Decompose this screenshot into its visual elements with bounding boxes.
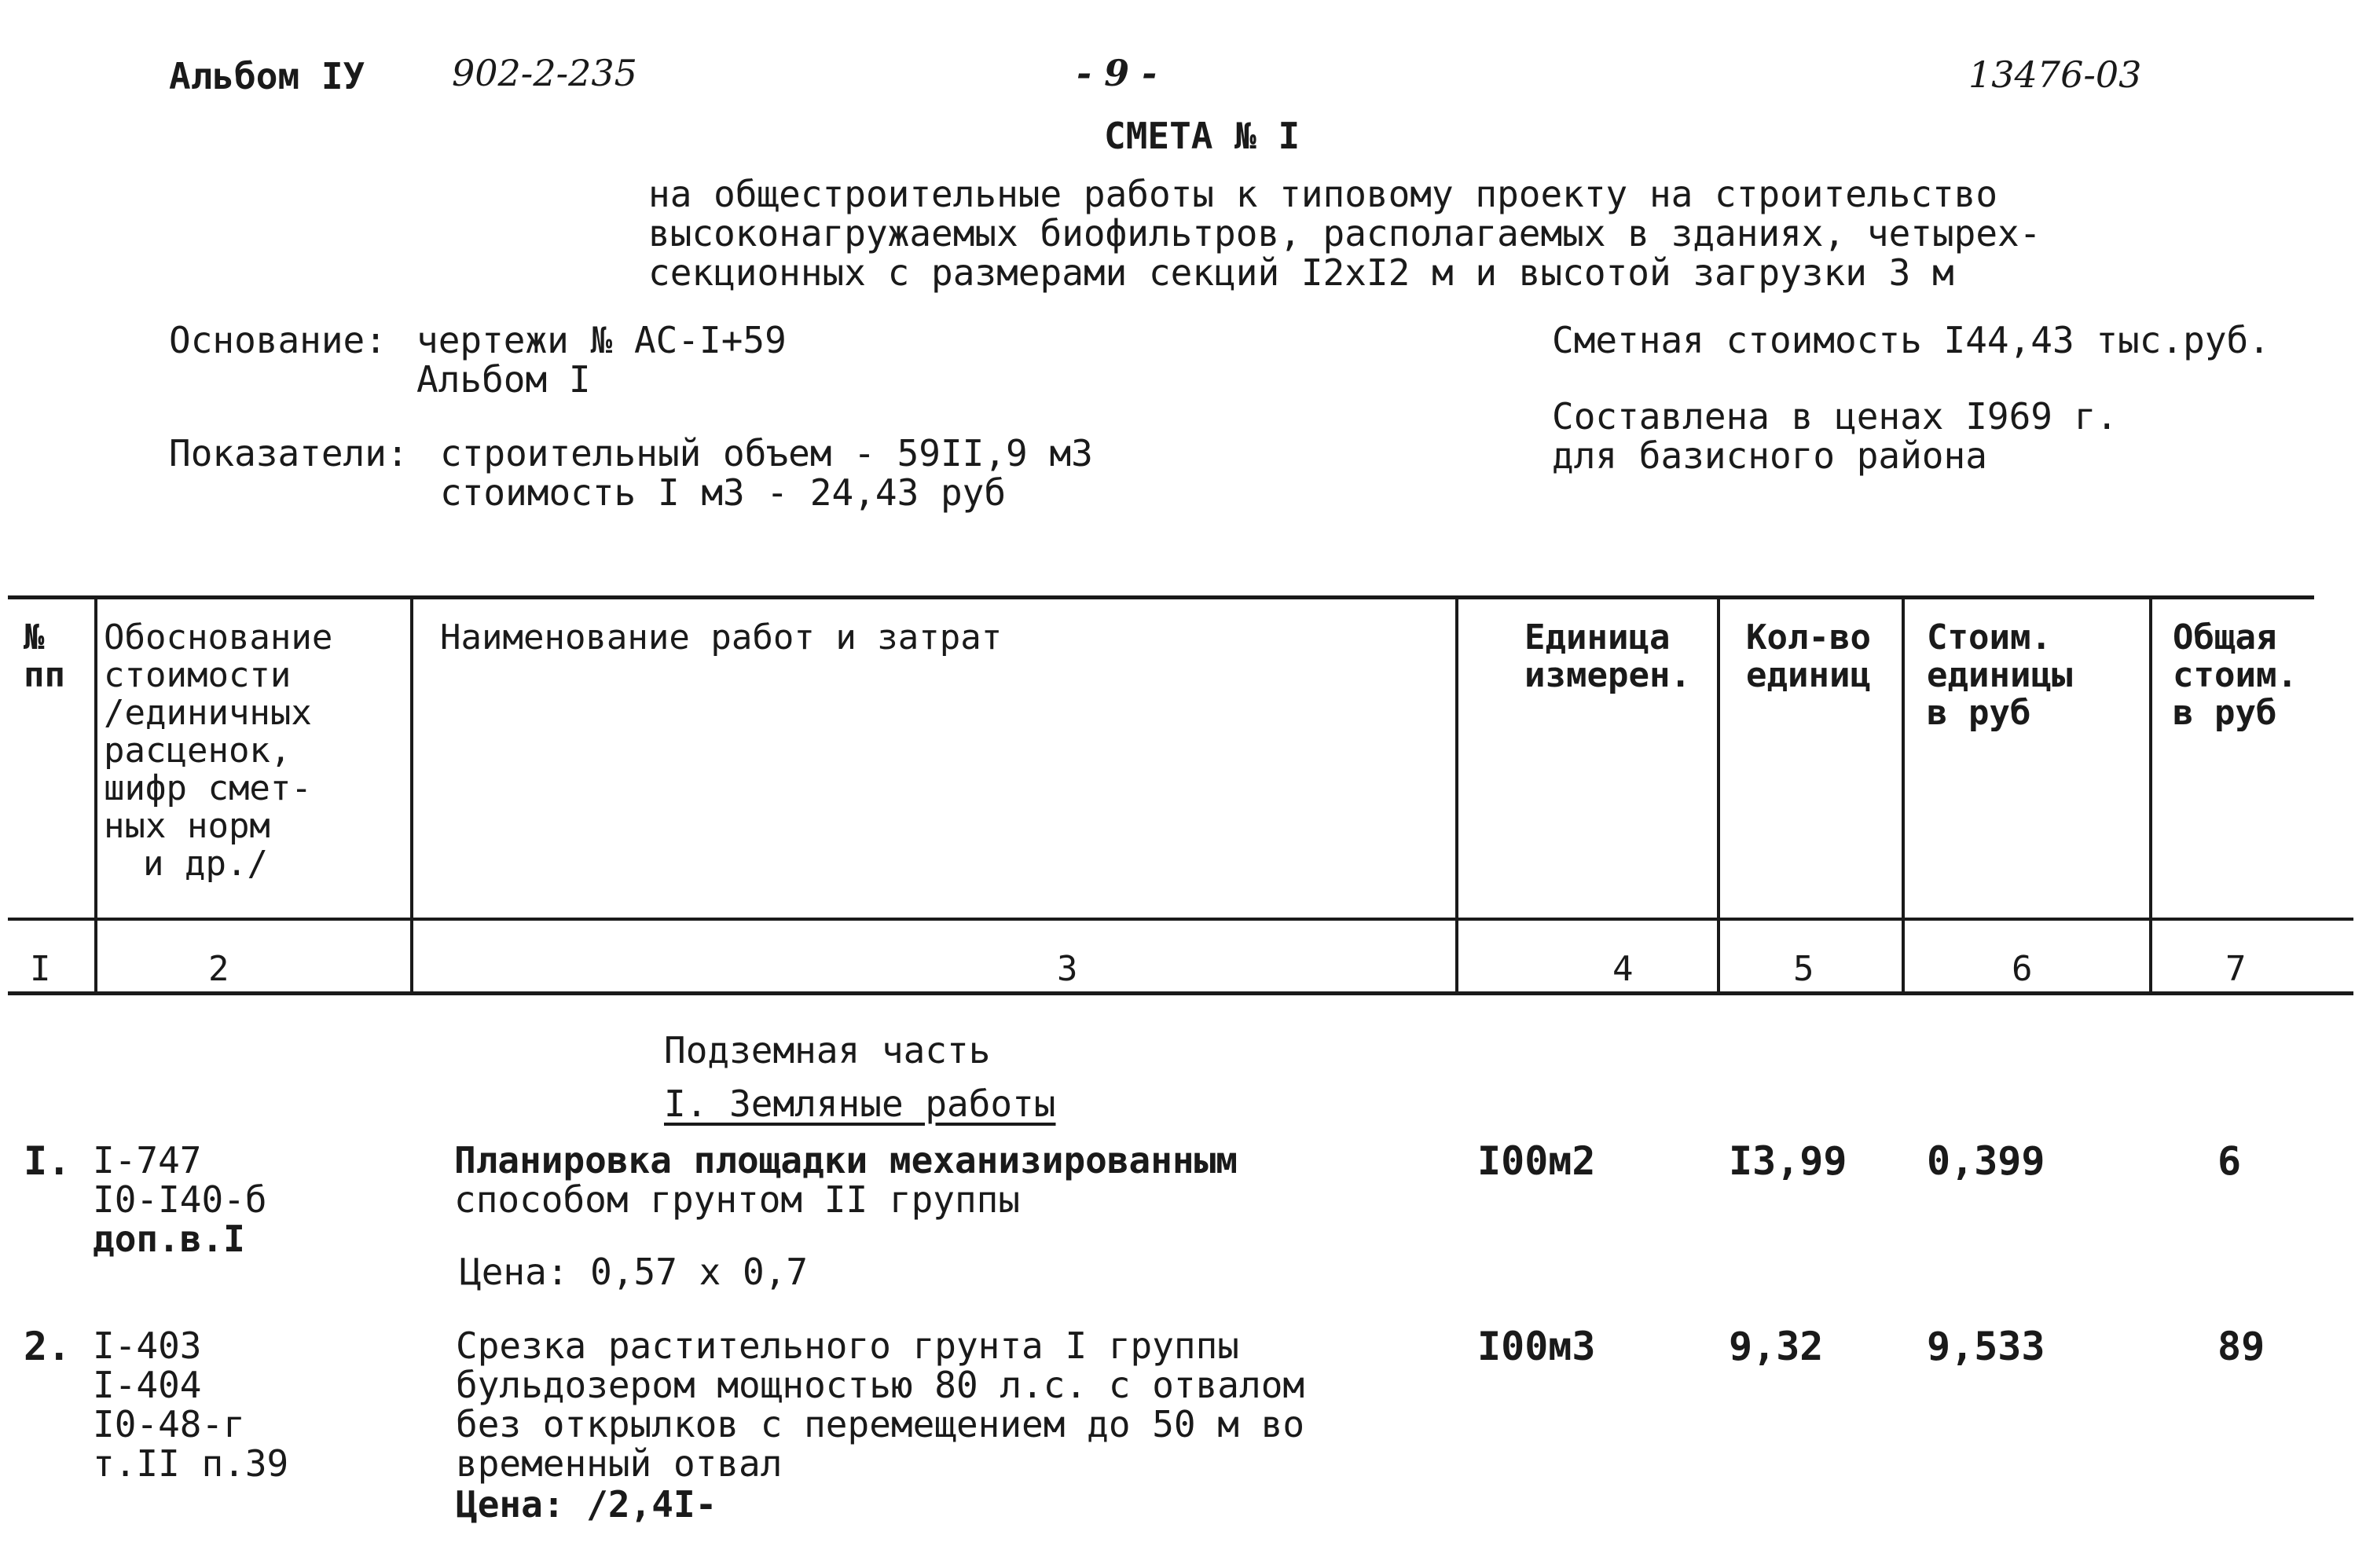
prices-line: для базисного района — [1552, 434, 1987, 477]
row-basis — [93, 1141, 267, 1258]
indicators-value — [440, 434, 1093, 512]
row-unit: I00м2 — [1477, 1138, 1596, 1184]
basis-label: Основание: — [169, 319, 387, 361]
column-numbers-rule — [8, 991, 2353, 995]
header-num-line: № — [24, 617, 45, 658]
row-number: I. — [24, 1138, 72, 1184]
row-unit: I00м3 — [1477, 1324, 1596, 1369]
row-qty: 9,32 — [1729, 1324, 1824, 1369]
row-basis-line: I0-I40-б — [93, 1178, 267, 1221]
header-basis-line: расценок, — [104, 731, 292, 771]
header-qty-line: единиц — [1746, 655, 1871, 695]
table-top-rule — [8, 595, 2314, 599]
row-total: 6 — [2217, 1138, 2242, 1184]
column-divider — [1455, 597, 1458, 994]
basis-line: Альбом I — [416, 358, 591, 401]
header-total-line: в руб — [2173, 693, 2277, 733]
row-name-line: Планировка площадки механизированным — [454, 1139, 1238, 1181]
row-price: Цена: /2,4I- — [456, 1483, 717, 1526]
row-basis-line: доп.в.I — [93, 1218, 245, 1260]
header-basis-line: шифр смет- — [104, 768, 312, 808]
header-basis-line: /единичных — [104, 693, 312, 733]
table-header-rule — [8, 918, 2353, 921]
column-number: 2 — [208, 949, 229, 989]
row-price: Цена: 0,57 х 0,7 — [460, 1251, 809, 1293]
row-number: 2. — [24, 1324, 72, 1369]
header-total-line: Общая — [2173, 617, 2277, 658]
header-basis-line: стоимости — [104, 655, 292, 695]
header-unit-line: измерен. — [1524, 655, 1691, 695]
indicators-label: Показатели: — [169, 432, 409, 474]
header-num-line: пп — [24, 655, 65, 695]
header-unit — [1524, 619, 1691, 694]
header-basis-line: Обоснование — [104, 617, 333, 658]
header-unit-cost-line: Стоим. — [1927, 617, 2052, 658]
row-total: 89 — [2217, 1324, 2265, 1369]
header-unit-cost-line: в руб — [1927, 693, 2031, 733]
row-basis-line: т.II п.39 — [93, 1442, 289, 1485]
basis-line: чертежи № АС-I+59 — [416, 319, 787, 361]
header-unit-line: Единица — [1524, 617, 1671, 658]
estimated-cost: Сметная стоимость I44,43 тыс.руб. — [1552, 319, 2270, 361]
header-unit-cost — [1927, 619, 2072, 732]
header-basis-line: и др./ — [143, 844, 268, 884]
row-name — [454, 1141, 1238, 1219]
column-divider — [2149, 597, 2152, 994]
row-name-line: без открылков с перемещением до 50 м во — [456, 1403, 1305, 1445]
section-part: Подземная часть — [664, 1029, 991, 1072]
header-total — [2173, 619, 2298, 732]
row-name-line: временный отвал — [456, 1442, 783, 1485]
estimate-title — [648, 174, 2041, 292]
album-label: Альбом IУ — [169, 55, 365, 97]
row-name-line: способом грунтом II группы — [454, 1178, 1021, 1221]
column-number: 5 — [1793, 949, 1814, 989]
header-total-line: стоим. — [2173, 655, 2298, 695]
subsection-title: I. Земляные работы — [664, 1083, 1056, 1125]
project-code: 902-2-235 — [452, 52, 637, 94]
prices-line: Составлена в ценах I969 г. — [1552, 395, 2118, 438]
row-basis-line: I-403 — [93, 1324, 202, 1367]
estimate-heading: СМЕТА № I — [1104, 115, 1300, 157]
row-name — [456, 1326, 1304, 1483]
column-divider — [410, 597, 413, 994]
column-number: I — [30, 949, 51, 989]
row-basis-line: I-404 — [93, 1364, 202, 1406]
title-line: секционных с размерами секций I2хI2 м и высотой загрузки 3 м — [648, 251, 1954, 294]
row-basis-line: I-747 — [93, 1139, 202, 1181]
row-name-line: Срезка растительного грунта I группы — [456, 1324, 1239, 1367]
header-qty — [1746, 619, 1871, 694]
header-basis-line: ных норм — [104, 806, 270, 846]
column-number: 6 — [2012, 949, 2033, 989]
column-number: 7 — [2225, 949, 2247, 989]
prices-basis — [1552, 397, 2118, 475]
column-number: 3 — [1057, 949, 1078, 989]
column-number: 4 — [1612, 949, 1634, 989]
page-number: - 9 - — [1077, 52, 1157, 94]
column-divider — [1902, 597, 1905, 994]
column-divider — [1717, 597, 1720, 994]
row-basis — [93, 1326, 288, 1483]
header-qty-line: Кол-во — [1746, 617, 1871, 658]
title-line: на общестроительные работы к типовому проекту на строительство — [648, 173, 1998, 215]
header-num — [24, 619, 65, 694]
row-name-line: бульдозером мощностью 80 л.с. с отвалом — [456, 1364, 1305, 1406]
indicator-line: строительный объем - 59II,9 м3 — [440, 432, 1093, 474]
basis-value — [416, 321, 787, 399]
doc-number: 13476-03 — [1968, 53, 2142, 96]
row-unit-cost: 9,533 — [1927, 1324, 2045, 1369]
header-unit-cost-line: единицы — [1927, 655, 2073, 695]
row-qty: I3,99 — [1729, 1138, 1847, 1184]
header-name: Наименование работ и затрат — [440, 617, 1003, 658]
column-divider — [94, 597, 97, 994]
row-unit-cost: 0,399 — [1927, 1138, 2045, 1184]
header-basis — [104, 619, 332, 883]
indicator-line: стоимость I м3 - 24,43 руб — [440, 471, 1007, 514]
title-line: высоконагружаемых биофильтров, располагаемых в зданиях, четырех- — [648, 212, 2041, 255]
row-basis-line: I0-48-г — [93, 1403, 245, 1445]
